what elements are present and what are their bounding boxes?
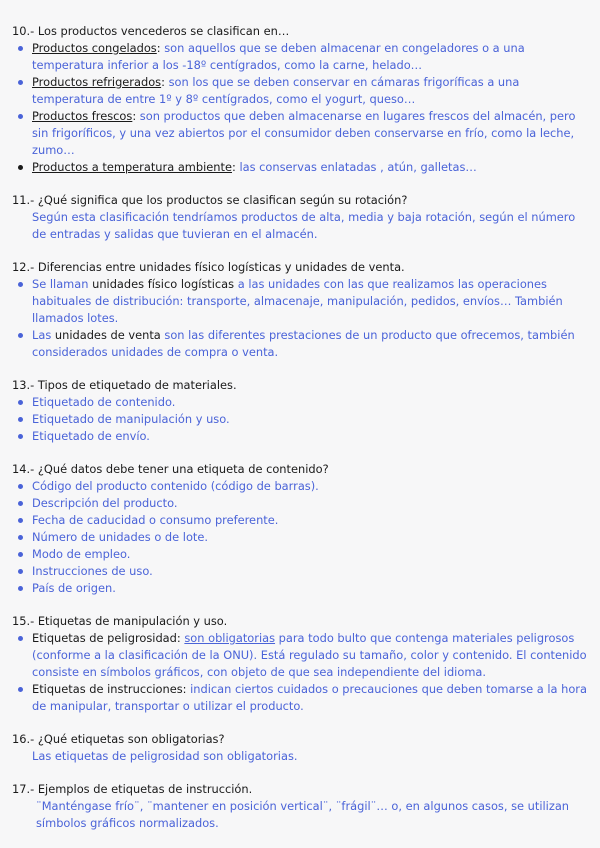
- list-item: Etiquetado de contenido.: [32, 394, 588, 411]
- answer-list: [12, 478, 588, 597]
- answer-text: Las etiquetas de peligrosidad son obligatorias.: [32, 749, 298, 763]
- answer-list: [12, 394, 588, 445]
- question-15: [12, 613, 588, 715]
- answer-text: Según esta clasificación tendríamos productos de alta, media y baja rotación, según el número de entradas y salidas que tuvieran en el almacén.: [32, 210, 576, 241]
- obligatorias-link: son obligatorias: [184, 631, 276, 645]
- answer-list: [12, 276, 588, 361]
- question-title: 15.- Etiquetas de manipulación y uso.: [12, 614, 228, 628]
- list-item: Etiquetas de peligrosidad: son obligatorias para todo bulto que contenga materiales peligrosos (conforme a la clasificación de la ONU). Está regulado su tamaño, color y contenido. El contenido consiste en símbolos gráficos, con objeto de que sea independiente del idioma.: [32, 631, 587, 679]
- question-10: [12, 23, 588, 176]
- answer-list: [12, 40, 588, 176]
- question-title: 11.- ¿Qué significa que los productos se clasifican según su rotación?: [12, 193, 408, 207]
- list-item: Productos refrigerados: son los que se deben conservar en cámaras frigoríficas a una temperatura de entre 1º y 8º centígrados, como el yogurt, queso…: [32, 74, 588, 108]
- question-title: 17.- Ejemplos de etiquetas de instrucción.: [12, 782, 253, 796]
- list-item: Número de unidades o de lote.: [32, 529, 588, 546]
- question-title: 13.- Tipos de etiquetado de materiales.: [12, 378, 237, 392]
- list-item: Descripción del producto.: [32, 495, 588, 512]
- question-16: [12, 731, 588, 765]
- question-title: 16.- ¿Qué etiquetas son obligatorias?: [12, 732, 225, 746]
- answer-list: [12, 630, 588, 715]
- list-item: Las unidades de venta son las diferentes prestaciones de un producto que ofrecemos, también considerados unidades de compra o venta.: [32, 327, 588, 361]
- list-item: Etiquetado de envío.: [32, 428, 588, 445]
- question-title: 14.- ¿Qué datos debe tener una etiqueta de contenido?: [12, 462, 329, 476]
- question-11: [12, 192, 588, 243]
- list-item: Código del producto contenido (código de barras).: [32, 478, 588, 495]
- list-item: Etiquetas de instrucciones: indican ciertos cuidados o precauciones que deben tomarse a la hora de manipular, transportar o utilizar el producto.: [32, 682, 587, 713]
- question-13: [12, 377, 588, 445]
- list-item: Productos congelados: son aquellos que se deben almacenar en congeladores o a una temperatura inferior a los -18º centígrados, como la carne, helado…: [32, 40, 588, 74]
- question-17: [12, 781, 588, 832]
- question-title: 12.- Diferencias entre unidades físico logísticas y unidades de venta.: [12, 260, 405, 274]
- answer-text: ¨Manténgase frío¨, ¨mantener en posición vertical¨, ¨frágil¨… o, en algunos casos, se utilizan símbolos gráficos normalizados.: [36, 799, 570, 830]
- list-item: Productos a temperatura ambiente: las conservas enlatadas , atún, galletas…: [32, 159, 588, 176]
- list-item: Instrucciones de uso.: [32, 563, 588, 580]
- question-14: [12, 461, 588, 597]
- list-item: Fecha de caducidad o consumo preferente.: [32, 512, 588, 529]
- question-12: [12, 259, 588, 361]
- list-item: Etiquetado de manipulación y uso.: [32, 411, 588, 428]
- list-item: Se llaman unidades físico logísticas a las unidades con las que realizamos las operaciones habituales de distribución: transporte, almacenaje, manipulación, pedidos, envíos… También llamados lotes.: [32, 276, 588, 327]
- list-item: Modo de empleo.: [32, 546, 588, 563]
- list-item: Productos frescos: son productos que deben almacenarse en lugares frescos del almacén, pero sin frigoríficos, y una vez abiertos por el consumidor deben conservarse en frío, como la leche, zumo…: [32, 108, 588, 159]
- list-item: País de origen.: [32, 580, 588, 597]
- question-title: 10.- Los productos vencederos se clasifican en…: [12, 24, 290, 38]
